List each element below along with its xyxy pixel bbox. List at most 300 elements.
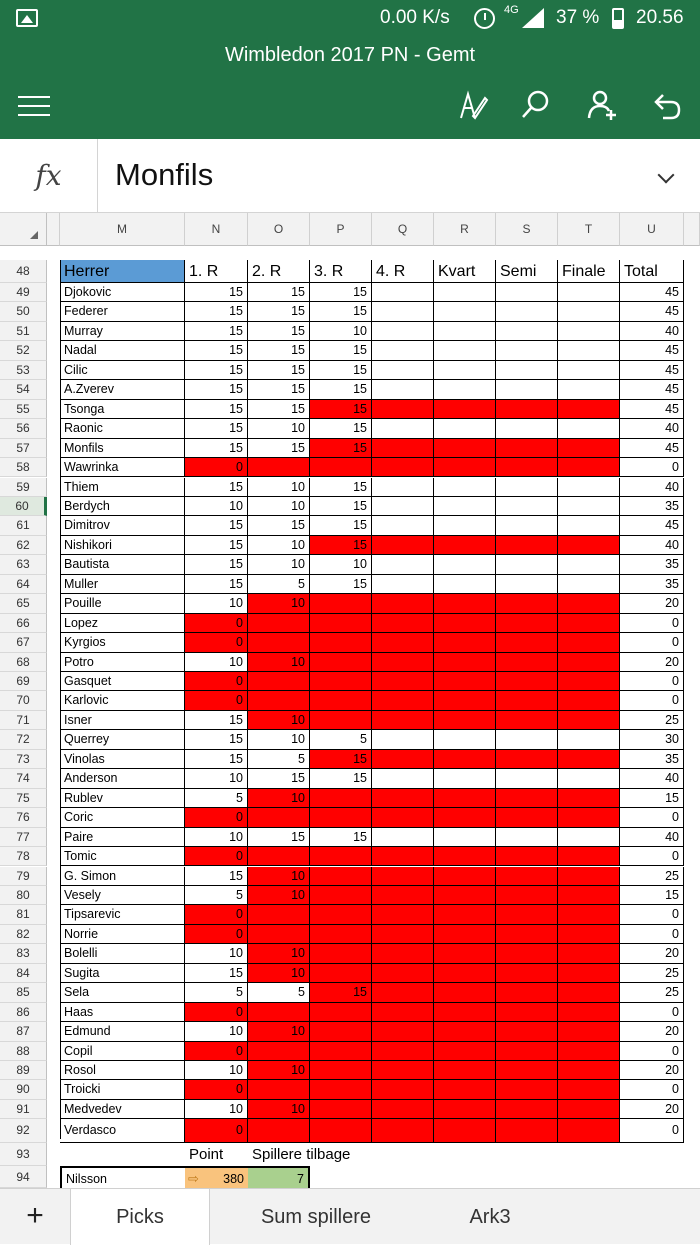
round-points-cell[interactable] bbox=[496, 730, 558, 749]
total-points-cell[interactable]: 0 bbox=[620, 1003, 684, 1022]
round-points-cell[interactable] bbox=[558, 828, 620, 847]
round-points-cell[interactable]: 10 bbox=[185, 497, 248, 516]
fx-icon[interactable]: fx bbox=[0, 139, 98, 213]
round-points-cell[interactable] bbox=[372, 730, 434, 749]
column-header[interactable]: M bbox=[60, 213, 185, 246]
row-header[interactable]: 78 bbox=[0, 847, 47, 866]
round-points-cell[interactable] bbox=[558, 925, 620, 944]
player-name-cell[interactable]: Sugita bbox=[60, 964, 185, 983]
total-points-cell[interactable]: 45 bbox=[620, 439, 684, 458]
round-points-cell[interactable]: 5 bbox=[248, 575, 310, 594]
round-points-cell[interactable] bbox=[372, 439, 434, 458]
menu-icon[interactable] bbox=[18, 96, 50, 116]
round-points-cell[interactable] bbox=[558, 672, 620, 691]
round-points-cell[interactable] bbox=[558, 867, 620, 886]
round-points-cell[interactable] bbox=[310, 711, 372, 730]
round-points-cell[interactable] bbox=[248, 458, 310, 477]
total-points-cell[interactable]: 15 bbox=[620, 886, 684, 905]
round-points-cell[interactable]: 15 bbox=[185, 322, 248, 341]
round-points-cell[interactable] bbox=[558, 555, 620, 574]
player-name-cell[interactable]: Querrey bbox=[60, 730, 185, 749]
round-points-cell[interactable]: 15 bbox=[248, 302, 310, 321]
round-points-cell[interactable] bbox=[310, 1119, 372, 1142]
row-header[interactable]: 75 bbox=[0, 789, 47, 808]
round-points-cell[interactable] bbox=[434, 867, 496, 886]
round-points-cell[interactable] bbox=[434, 730, 496, 749]
select-all-corner[interactable] bbox=[0, 213, 47, 246]
round-points-cell[interactable]: 0 bbox=[185, 1003, 248, 1022]
round-points-cell[interactable] bbox=[310, 458, 372, 477]
total-points-cell[interactable]: 0 bbox=[620, 614, 684, 633]
player-name-cell[interactable]: Edmund bbox=[60, 1022, 185, 1041]
round-points-cell[interactable] bbox=[434, 691, 496, 710]
round-points-cell[interactable] bbox=[434, 439, 496, 458]
round-points-cell[interactable] bbox=[310, 653, 372, 672]
round-points-cell[interactable]: 15 bbox=[185, 536, 248, 555]
row-header[interactable]: 84 bbox=[0, 964, 47, 983]
round-points-cell[interactable]: 0 bbox=[185, 1119, 248, 1142]
round-points-cell[interactable]: 0 bbox=[185, 905, 248, 924]
round-points-cell[interactable]: 15 bbox=[248, 769, 310, 788]
round-points-cell[interactable] bbox=[496, 828, 558, 847]
total-points-cell[interactable]: 45 bbox=[620, 516, 684, 535]
round-points-cell[interactable] bbox=[372, 536, 434, 555]
round-points-cell[interactable] bbox=[434, 964, 496, 983]
round-points-cell[interactable] bbox=[372, 964, 434, 983]
round-points-cell[interactable] bbox=[372, 341, 434, 360]
round-points-cell[interactable]: 15 bbox=[310, 400, 372, 419]
total-points-cell[interactable]: 35 bbox=[620, 575, 684, 594]
round-points-cell[interactable]: 0 bbox=[185, 614, 248, 633]
round-points-cell[interactable]: 10 bbox=[310, 322, 372, 341]
round-points-cell[interactable] bbox=[496, 322, 558, 341]
round-points-cell[interactable] bbox=[372, 516, 434, 535]
header-cell[interactable]: 1. R bbox=[185, 260, 248, 283]
round-points-cell[interactable]: 15 bbox=[248, 828, 310, 847]
player-name-cell[interactable]: Bautista bbox=[60, 555, 185, 574]
player-name-cell[interactable]: Federer bbox=[60, 302, 185, 321]
player-name-cell[interactable]: Pouille bbox=[60, 594, 185, 613]
round-points-cell[interactable]: 15 bbox=[248, 341, 310, 360]
round-points-cell[interactable]: 15 bbox=[185, 575, 248, 594]
column-header[interactable]: R bbox=[434, 213, 496, 246]
round-points-cell[interactable]: 5 bbox=[310, 730, 372, 749]
round-points-cell[interactable] bbox=[434, 361, 496, 380]
round-points-cell[interactable] bbox=[558, 478, 620, 497]
round-points-cell[interactable] bbox=[372, 575, 434, 594]
round-points-cell[interactable] bbox=[558, 633, 620, 652]
player-name-cell[interactable]: Lopez bbox=[60, 614, 185, 633]
round-points-cell[interactable] bbox=[496, 497, 558, 516]
round-points-cell[interactable] bbox=[496, 516, 558, 535]
round-points-cell[interactable] bbox=[558, 380, 620, 399]
round-points-cell[interactable]: 10 bbox=[248, 789, 310, 808]
round-points-cell[interactable]: 10 bbox=[185, 1061, 248, 1080]
row-header[interactable]: 61 bbox=[0, 516, 47, 535]
row-header[interactable]: 87 bbox=[0, 1022, 47, 1041]
total-points-cell[interactable]: 40 bbox=[620, 419, 684, 438]
round-points-cell[interactable] bbox=[434, 808, 496, 827]
row-header[interactable]: 60 bbox=[0, 497, 47, 516]
player-name-cell[interactable]: G. Simon bbox=[60, 867, 185, 886]
round-points-cell[interactable]: 10 bbox=[248, 555, 310, 574]
round-points-cell[interactable]: 15 bbox=[310, 983, 372, 1002]
spreadsheet-grid[interactable] bbox=[0, 213, 700, 1188]
round-points-cell[interactable] bbox=[558, 750, 620, 769]
round-points-cell[interactable]: 0 bbox=[185, 847, 248, 866]
round-points-cell[interactable]: 10 bbox=[248, 867, 310, 886]
player-name-cell[interactable]: Coric bbox=[60, 808, 185, 827]
round-points-cell[interactable] bbox=[558, 1100, 620, 1119]
round-points-cell[interactable] bbox=[434, 1042, 496, 1061]
round-points-cell[interactable] bbox=[434, 1003, 496, 1022]
total-points-cell[interactable]: 40 bbox=[620, 828, 684, 847]
round-points-cell[interactable] bbox=[310, 925, 372, 944]
round-points-cell[interactable] bbox=[434, 905, 496, 924]
round-points-cell[interactable] bbox=[372, 361, 434, 380]
round-points-cell[interactable] bbox=[372, 380, 434, 399]
summary-point-cell[interactable]: 380 ⇨ bbox=[185, 1166, 248, 1188]
player-name-cell[interactable]: Nadal bbox=[60, 341, 185, 360]
round-points-cell[interactable] bbox=[558, 808, 620, 827]
player-name-cell[interactable]: Sela bbox=[60, 983, 185, 1002]
round-points-cell[interactable] bbox=[558, 322, 620, 341]
row-header[interactable]: 77 bbox=[0, 828, 47, 847]
round-points-cell[interactable] bbox=[372, 458, 434, 477]
round-points-cell[interactable] bbox=[496, 847, 558, 866]
player-name-cell[interactable]: Raonic bbox=[60, 419, 185, 438]
round-points-cell[interactable] bbox=[496, 555, 558, 574]
column-header[interactable]: U bbox=[620, 213, 684, 246]
total-points-cell[interactable]: 20 bbox=[620, 1100, 684, 1119]
row-header[interactable]: 65 bbox=[0, 594, 47, 613]
round-points-cell[interactable] bbox=[310, 672, 372, 691]
round-points-cell[interactable]: 15 bbox=[185, 750, 248, 769]
round-points-cell[interactable] bbox=[558, 575, 620, 594]
round-points-cell[interactable]: 10 bbox=[185, 1100, 248, 1119]
header-cell[interactable]: 2. R bbox=[248, 260, 310, 283]
round-points-cell[interactable] bbox=[434, 633, 496, 652]
round-points-cell[interactable] bbox=[434, 322, 496, 341]
player-name-cell[interactable]: Medvedev bbox=[60, 1100, 185, 1119]
total-points-cell[interactable]: 45 bbox=[620, 380, 684, 399]
row-header[interactable]: 56 bbox=[0, 419, 47, 438]
round-points-cell[interactable]: 15 bbox=[310, 380, 372, 399]
round-points-cell[interactable]: 10 bbox=[248, 886, 310, 905]
round-points-cell[interactable] bbox=[372, 905, 434, 924]
formula-input[interactable]: Monfils bbox=[115, 157, 213, 193]
player-name-cell[interactable]: Rosol bbox=[60, 1061, 185, 1080]
row-header[interactable]: 58 bbox=[0, 458, 47, 477]
header-cell[interactable]: 3. R bbox=[310, 260, 372, 283]
player-name-cell[interactable]: Bolelli bbox=[60, 944, 185, 963]
column-header[interactable] bbox=[684, 213, 700, 246]
total-points-cell[interactable]: 20 bbox=[620, 594, 684, 613]
round-points-cell[interactable] bbox=[372, 1042, 434, 1061]
round-points-cell[interactable] bbox=[496, 536, 558, 555]
row-header[interactable]: 91 bbox=[0, 1100, 47, 1119]
round-points-cell[interactable] bbox=[558, 516, 620, 535]
round-points-cell[interactable]: 5 bbox=[248, 983, 310, 1002]
player-name-cell[interactable]: Norrie bbox=[60, 925, 185, 944]
row-header[interactable]: 83 bbox=[0, 944, 47, 963]
round-points-cell[interactable] bbox=[434, 653, 496, 672]
round-points-cell[interactable] bbox=[372, 497, 434, 516]
round-points-cell[interactable] bbox=[434, 283, 496, 302]
round-points-cell[interactable] bbox=[558, 1042, 620, 1061]
row-header[interactable]: 66 bbox=[0, 614, 47, 633]
round-points-cell[interactable] bbox=[434, 497, 496, 516]
round-points-cell[interactable] bbox=[496, 400, 558, 419]
round-points-cell[interactable] bbox=[248, 905, 310, 924]
total-points-cell[interactable]: 15 bbox=[620, 789, 684, 808]
round-points-cell[interactable] bbox=[434, 478, 496, 497]
round-points-cell[interactable] bbox=[372, 1061, 434, 1080]
total-points-cell[interactable]: 0 bbox=[620, 905, 684, 924]
total-points-cell[interactable]: 0 bbox=[620, 847, 684, 866]
round-points-cell[interactable] bbox=[248, 925, 310, 944]
header-cell[interactable]: Total bbox=[620, 260, 684, 283]
row-header[interactable]: 55 bbox=[0, 400, 47, 419]
round-points-cell[interactable] bbox=[310, 847, 372, 866]
round-points-cell[interactable] bbox=[496, 1061, 558, 1080]
round-points-cell[interactable]: 15 bbox=[185, 555, 248, 574]
round-points-cell[interactable] bbox=[496, 478, 558, 497]
row-header[interactable]: 90 bbox=[0, 1080, 47, 1099]
round-points-cell[interactable]: 15 bbox=[248, 283, 310, 302]
row-header[interactable]: 68 bbox=[0, 653, 47, 672]
round-points-cell[interactable]: 10 bbox=[248, 711, 310, 730]
total-points-cell[interactable]: 25 bbox=[620, 964, 684, 983]
round-points-cell[interactable]: 15 bbox=[185, 400, 248, 419]
column-header[interactable]: T bbox=[558, 213, 620, 246]
round-points-cell[interactable] bbox=[496, 1100, 558, 1119]
round-points-cell[interactable] bbox=[372, 672, 434, 691]
total-points-cell[interactable]: 40 bbox=[620, 322, 684, 341]
round-points-cell[interactable]: 0 bbox=[185, 672, 248, 691]
row-header[interactable]: 57 bbox=[0, 439, 47, 458]
round-points-cell[interactable] bbox=[434, 983, 496, 1002]
round-points-cell[interactable]: 15 bbox=[248, 361, 310, 380]
sheet-tab-ark3[interactable]: Ark3 bbox=[422, 1189, 558, 1245]
total-points-cell[interactable]: 0 bbox=[620, 808, 684, 827]
round-points-cell[interactable] bbox=[496, 672, 558, 691]
round-points-cell[interactable]: 15 bbox=[310, 750, 372, 769]
round-points-cell[interactable]: 0 bbox=[185, 1042, 248, 1061]
round-points-cell[interactable] bbox=[372, 1003, 434, 1022]
round-points-cell[interactable] bbox=[496, 867, 558, 886]
round-points-cell[interactable]: 15 bbox=[185, 380, 248, 399]
round-points-cell[interactable] bbox=[372, 867, 434, 886]
round-points-cell[interactable] bbox=[496, 380, 558, 399]
round-points-cell[interactable]: 10 bbox=[185, 1022, 248, 1041]
round-points-cell[interactable]: 15 bbox=[310, 575, 372, 594]
round-points-cell[interactable] bbox=[372, 750, 434, 769]
round-points-cell[interactable]: 0 bbox=[185, 808, 248, 827]
row-header[interactable]: 62 bbox=[0, 536, 47, 555]
round-points-cell[interactable] bbox=[558, 419, 620, 438]
sheet-tab-picks[interactable]: Picks bbox=[70, 1189, 210, 1245]
round-points-cell[interactable]: 15 bbox=[310, 497, 372, 516]
player-name-cell[interactable]: A.Zverev bbox=[60, 380, 185, 399]
round-points-cell[interactable] bbox=[372, 555, 434, 574]
round-points-cell[interactable] bbox=[496, 886, 558, 905]
player-name-cell[interactable]: Paire bbox=[60, 828, 185, 847]
player-name-cell[interactable]: Troicki bbox=[60, 1080, 185, 1099]
round-points-cell[interactable] bbox=[372, 614, 434, 633]
share-person-icon[interactable] bbox=[582, 88, 622, 124]
total-points-cell[interactable]: 0 bbox=[620, 1119, 684, 1142]
round-points-cell[interactable]: 5 bbox=[185, 886, 248, 905]
round-points-cell[interactable] bbox=[558, 497, 620, 516]
round-points-cell[interactable]: 15 bbox=[185, 516, 248, 535]
player-name-cell[interactable]: Isner bbox=[60, 711, 185, 730]
round-points-cell[interactable]: 15 bbox=[310, 536, 372, 555]
total-points-cell[interactable]: 45 bbox=[620, 341, 684, 360]
total-points-cell[interactable]: 45 bbox=[620, 361, 684, 380]
round-points-cell[interactable] bbox=[372, 1022, 434, 1041]
round-points-cell[interactable] bbox=[372, 691, 434, 710]
round-points-cell[interactable] bbox=[372, 302, 434, 321]
round-points-cell[interactable] bbox=[310, 1003, 372, 1022]
round-points-cell[interactable]: 5 bbox=[185, 789, 248, 808]
round-points-cell[interactable] bbox=[496, 302, 558, 321]
round-points-cell[interactable] bbox=[496, 964, 558, 983]
round-points-cell[interactable] bbox=[434, 341, 496, 360]
round-points-cell[interactable] bbox=[496, 808, 558, 827]
round-points-cell[interactable] bbox=[372, 653, 434, 672]
round-points-cell[interactable] bbox=[310, 808, 372, 827]
header-cell[interactable]: Finale bbox=[558, 260, 620, 283]
round-points-cell[interactable] bbox=[434, 1119, 496, 1142]
round-points-cell[interactable] bbox=[372, 944, 434, 963]
round-points-cell[interactable] bbox=[434, 594, 496, 613]
row-header[interactable]: 71 bbox=[0, 711, 47, 730]
round-points-cell[interactable]: 0 bbox=[185, 1080, 248, 1099]
round-points-cell[interactable]: 15 bbox=[310, 439, 372, 458]
round-points-cell[interactable] bbox=[248, 614, 310, 633]
round-points-cell[interactable] bbox=[434, 750, 496, 769]
row-header[interactable]: 79 bbox=[0, 867, 47, 886]
round-points-cell[interactable] bbox=[310, 1022, 372, 1041]
round-points-cell[interactable] bbox=[496, 925, 558, 944]
round-points-cell[interactable]: 10 bbox=[248, 497, 310, 516]
round-points-cell[interactable] bbox=[558, 1022, 620, 1041]
player-name-cell[interactable]: Copil bbox=[60, 1042, 185, 1061]
round-points-cell[interactable] bbox=[558, 711, 620, 730]
total-points-cell[interactable]: 45 bbox=[620, 302, 684, 321]
round-points-cell[interactable]: 10 bbox=[185, 653, 248, 672]
round-points-cell[interactable] bbox=[496, 1080, 558, 1099]
round-points-cell[interactable] bbox=[372, 808, 434, 827]
round-points-cell[interactable] bbox=[372, 478, 434, 497]
row-header[interactable]: 92 bbox=[0, 1119, 47, 1142]
sheet-tab-sum-spillere[interactable]: Sum spillere bbox=[210, 1189, 422, 1245]
round-points-cell[interactable] bbox=[372, 283, 434, 302]
round-points-cell[interactable]: 10 bbox=[185, 944, 248, 963]
total-points-cell[interactable]: 25 bbox=[620, 983, 684, 1002]
round-points-cell[interactable] bbox=[558, 964, 620, 983]
player-name-cell[interactable]: Gasquet bbox=[60, 672, 185, 691]
round-points-cell[interactable] bbox=[434, 828, 496, 847]
round-points-cell[interactable]: 10 bbox=[248, 944, 310, 963]
round-points-cell[interactable] bbox=[496, 944, 558, 963]
round-points-cell[interactable] bbox=[558, 653, 620, 672]
round-points-cell[interactable] bbox=[558, 458, 620, 477]
round-points-cell[interactable] bbox=[558, 789, 620, 808]
row-header[interactable]: 49 bbox=[0, 283, 47, 302]
player-name-cell[interactable]: Karlovic bbox=[60, 691, 185, 710]
round-points-cell[interactable] bbox=[496, 614, 558, 633]
round-points-cell[interactable]: 10 bbox=[248, 964, 310, 983]
add-sheet-button[interactable]: + bbox=[0, 1189, 70, 1245]
round-points-cell[interactable] bbox=[434, 302, 496, 321]
round-points-cell[interactable] bbox=[434, 944, 496, 963]
row-header[interactable]: 54 bbox=[0, 380, 47, 399]
row-header[interactable]: 74 bbox=[0, 769, 47, 788]
player-name-cell[interactable]: Nishikori bbox=[60, 536, 185, 555]
round-points-cell[interactable] bbox=[434, 886, 496, 905]
row-header[interactable]: 64 bbox=[0, 575, 47, 594]
round-points-cell[interactable] bbox=[248, 1119, 310, 1142]
player-name-cell[interactable]: Thiem bbox=[60, 478, 185, 497]
round-points-cell[interactable]: 10 bbox=[185, 828, 248, 847]
round-points-cell[interactable] bbox=[496, 439, 558, 458]
round-points-cell[interactable] bbox=[434, 1061, 496, 1080]
player-name-cell[interactable]: Berdych bbox=[60, 497, 185, 516]
total-points-cell[interactable]: 0 bbox=[620, 1042, 684, 1061]
row-header[interactable]: 63 bbox=[0, 555, 47, 574]
round-points-cell[interactable] bbox=[248, 1003, 310, 1022]
row-header[interactable]: 93 bbox=[0, 1143, 47, 1166]
total-points-cell[interactable]: 20 bbox=[620, 1022, 684, 1041]
row-header[interactable]: 81 bbox=[0, 905, 47, 924]
round-points-cell[interactable] bbox=[372, 711, 434, 730]
row-header[interactable]: 80 bbox=[0, 886, 47, 905]
round-points-cell[interactable]: 10 bbox=[185, 769, 248, 788]
round-points-cell[interactable] bbox=[434, 711, 496, 730]
row-header[interactable]: 73 bbox=[0, 750, 47, 769]
round-points-cell[interactable] bbox=[372, 886, 434, 905]
round-points-cell[interactable] bbox=[496, 575, 558, 594]
total-points-cell[interactable]: 35 bbox=[620, 555, 684, 574]
round-points-cell[interactable] bbox=[558, 594, 620, 613]
round-points-cell[interactable] bbox=[558, 1061, 620, 1080]
round-points-cell[interactable] bbox=[496, 769, 558, 788]
round-points-cell[interactable]: 15 bbox=[310, 361, 372, 380]
round-points-cell[interactable]: 15 bbox=[248, 439, 310, 458]
round-points-cell[interactable]: 15 bbox=[185, 419, 248, 438]
header-cell[interactable]: 4. R bbox=[372, 260, 434, 283]
round-points-cell[interactable] bbox=[558, 769, 620, 788]
round-points-cell[interactable] bbox=[496, 691, 558, 710]
undo-icon[interactable] bbox=[646, 88, 686, 124]
player-name-cell[interactable]: Potro bbox=[60, 653, 185, 672]
round-points-cell[interactable]: 15 bbox=[310, 828, 372, 847]
total-points-cell[interactable]: 45 bbox=[620, 400, 684, 419]
round-points-cell[interactable]: 15 bbox=[185, 341, 248, 360]
player-name-cell[interactable]: Wawrinka bbox=[60, 458, 185, 477]
round-points-cell[interactable] bbox=[558, 439, 620, 458]
round-points-cell[interactable]: 15 bbox=[248, 516, 310, 535]
player-name-cell[interactable]: Tomic bbox=[60, 847, 185, 866]
round-points-cell[interactable]: 15 bbox=[310, 341, 372, 360]
row-header[interactable]: 69 bbox=[0, 672, 47, 691]
round-points-cell[interactable]: 10 bbox=[248, 536, 310, 555]
round-points-cell[interactable] bbox=[310, 614, 372, 633]
round-points-cell[interactable] bbox=[372, 983, 434, 1002]
round-points-cell[interactable] bbox=[496, 633, 558, 652]
